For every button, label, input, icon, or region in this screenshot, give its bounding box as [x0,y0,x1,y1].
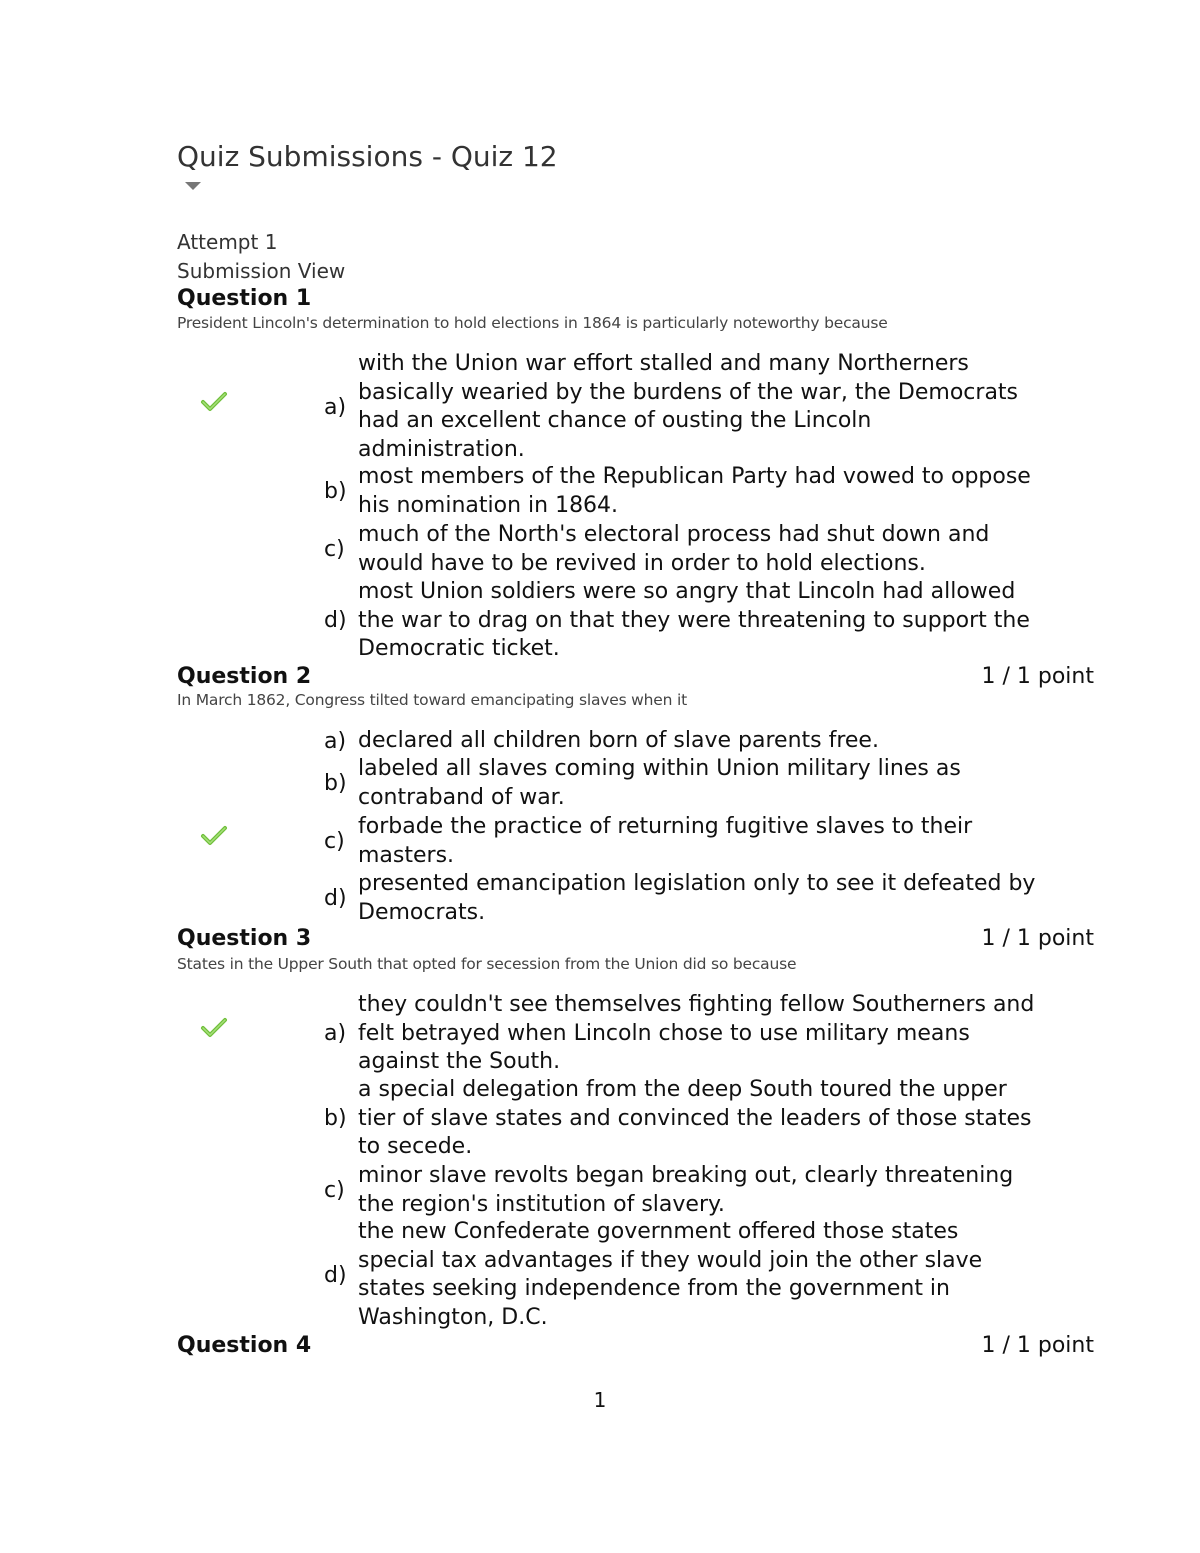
answer-text: most Union soldiers were so angry that Lincoln had allowed the war to drag on that they were threatening to support the Democratic ticket. [358,579,1030,661]
question-title: Question 3 [177,926,312,951]
attempt-label: Attempt 1 [177,230,278,254]
answer-option [320,991,1040,1077]
answer-text: minor slave revolts began breaking out, clearly threatening the region's institution of slavery. [358,1163,1014,1217]
answer-letter: d) [324,608,347,634]
answer-option [320,1076,1040,1162]
answer-option [320,870,1040,927]
question-prompt: In March 1862, Congress tilted toward emancipating slaves when it [177,691,687,709]
caret-down-icon[interactable] [185,182,201,190]
check-icon [200,1016,228,1040]
answer-text: a special delegation from the deep South toured the upper tier of slave states and convinced the leaders of those states to secede. [358,1077,1032,1159]
check-icon [200,824,228,848]
answer-text: presented emancipation legislation only to see it defeated by Democrats. [358,871,1036,925]
page-title: Quiz Submissions - Quiz 12 [177,140,558,173]
answer-letter: b) [324,479,347,504]
answer-option [320,578,1040,664]
answer-text: declared all children born of slave parents free. [358,728,879,753]
answer-text: labeled all slaves coming within Union military lines as contraband of war. [358,756,961,810]
question-title: Question 1 [177,286,312,311]
answer-letter: d) [324,886,347,911]
check-icon [200,390,228,414]
answer-option [320,521,1040,578]
answer-letter: c) [324,537,345,562]
answer-option [320,755,1040,812]
answer-text: much of the North's electoral process had shut down and would have to be revived in order to hold elections. [358,522,990,576]
answer-letter: c) [324,1178,345,1203]
answer-text: with the Union war effort stalled and many Northerners basically wearied by the burdens of the war, the Democrats had an excellent chance of ousting the Lincoln administration. [358,351,1019,462]
answer-option [320,350,1040,464]
page-number: 1 [593,1388,607,1412]
answer-text: forbade the practice of returning fugitive slaves to their masters. [358,814,973,868]
question-title: Question 2 [177,664,312,689]
question-points: 1 / 1 point [981,1333,1094,1358]
answer-text: most members of the Republican Party had vowed to oppose his nomination in 1864. [358,464,1031,518]
question-prompt: States in the Upper South that opted for secession from the Union did so because [177,955,797,973]
answer-letter: a) [324,394,347,420]
question-points: 1 / 1 point [981,664,1094,689]
answer-letter: c) [324,829,345,854]
answer-letter: a) [324,728,347,754]
question-title: Question 4 [177,1333,312,1358]
submission-view-label: Submission View [177,259,346,283]
answer-option [320,1162,1040,1219]
answer-letter: b) [324,771,347,796]
answer-text: the new Confederate government offered those states special tax advantages if they would join the other slave states seeking independence from the government in Washington, D.C. [358,1219,983,1330]
question-points: 1 / 1 point [981,926,1094,951]
answer-option [320,727,1040,756]
answer-option [320,813,1040,870]
answer-option [320,463,1040,520]
answer-option [320,1218,1040,1332]
answer-letter: b) [324,1106,347,1132]
question-prompt: President Lincoln's determination to hold elections in 1864 is particularly noteworthy because [177,314,888,332]
answer-letter: a) [324,1021,347,1047]
answer-text: they couldn't see themselves fighting fellow Southerners and felt betrayed when Lincoln chose to use military means against the South. [358,992,1035,1074]
answer-letter: d) [324,1262,347,1288]
